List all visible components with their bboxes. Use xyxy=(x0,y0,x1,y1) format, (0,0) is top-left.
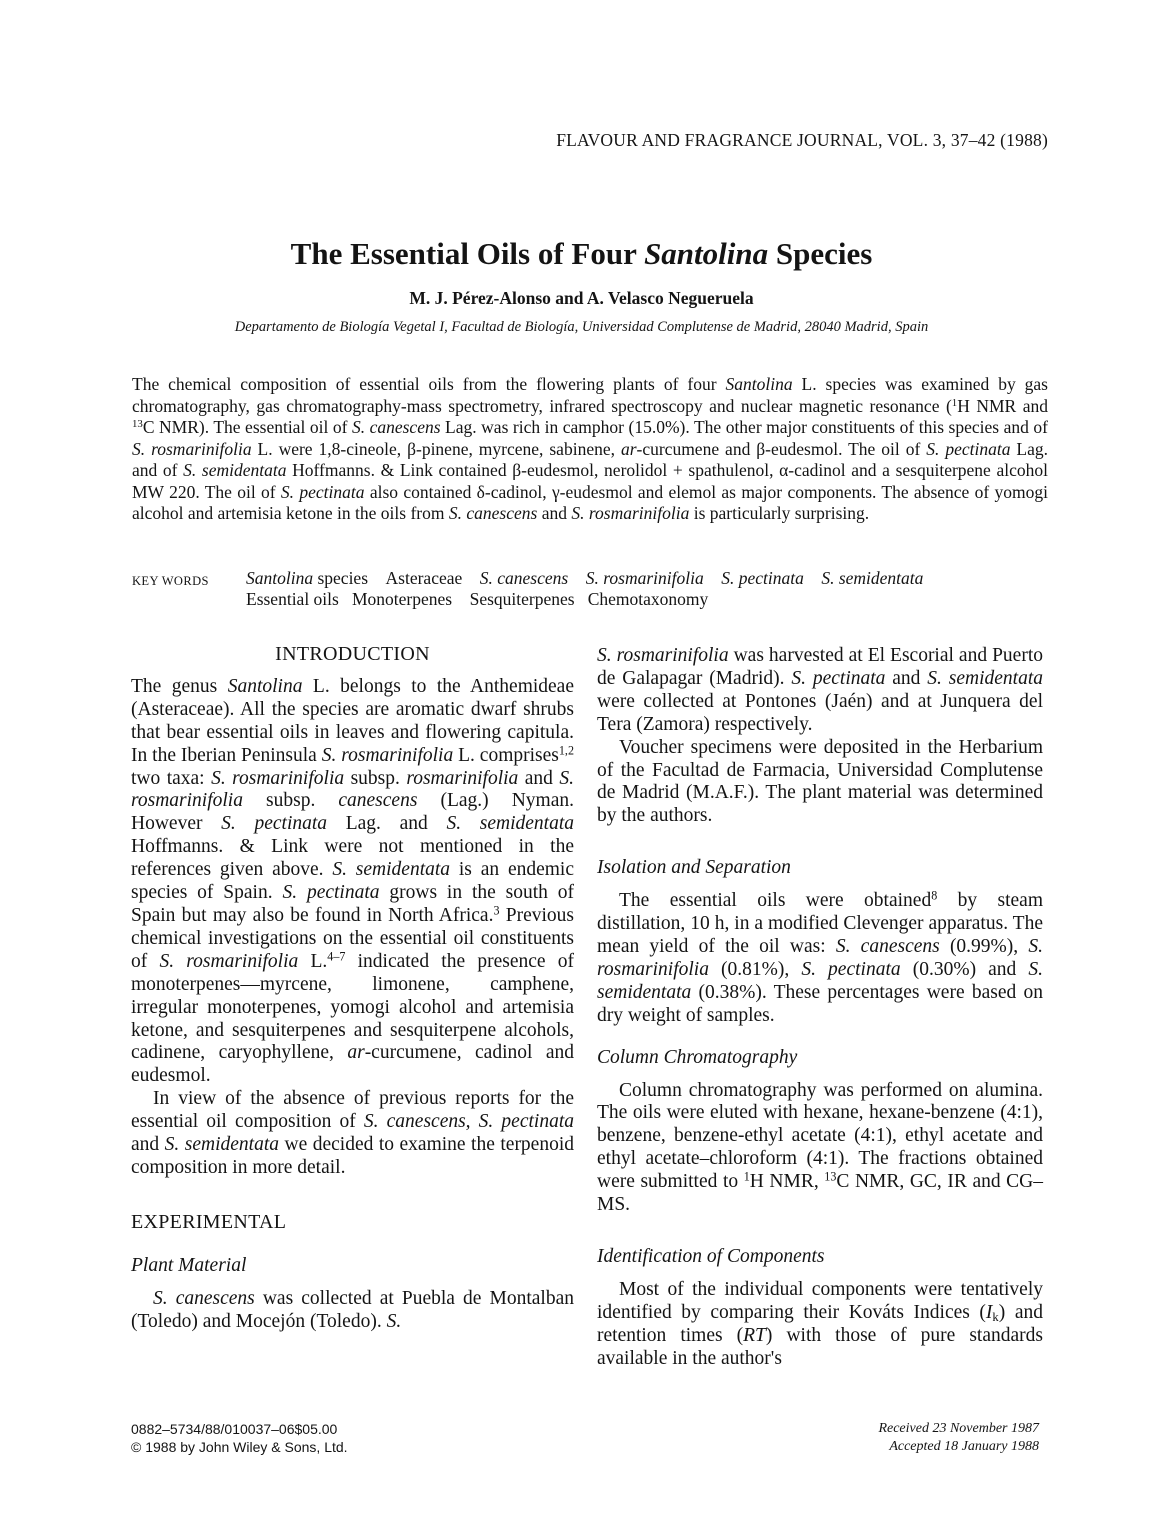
footer-dates xyxy=(878,1420,1039,1456)
keyword: Chemotaxonomy xyxy=(587,589,709,609)
authors: M. J. Pérez-Alonso and A. Velasco Negueruela xyxy=(409,288,754,308)
keywords xyxy=(132,568,923,610)
abstract: The chemical composition of essential oils from the flowering plants of four Santolina L. species was examined by gas chromatography, gas chromatography-mass spectrometry, infrared spectroscopy and nuclear magnetic resonance ($^1$H NMR and $^{13}$C NMR). The essential oil of S. canescens Lag. was rich in camphor (15.0%). The other major constituents of this species and of S. rosmarinifolia L. were 1,8-cineole, β-pinene, myrcene, sabinene, ar-curcumene and β-eudesmol. The oil of S. pectinata Lag. and of S. semidentata Hoffmanns. & Link contained β-eudesmol, nerolidol + spathulenol, α-cadinol and a sesquiterpene alcohol MW 220. The oil of S. pectinata also contained δ-cadinol, γ-eudesmol and elemol as major components. The absence of yomogi alcohol and artemisia ketone in the oils from S. canescens and S. rosmarinifolia is particularly surprising. xyxy=(132,374,1048,523)
article-code: 0882–5734/88/010037–06$05.00 xyxy=(131,1421,338,1437)
identification-heading: Identification of Components xyxy=(597,1245,825,1267)
left-column xyxy=(131,643,574,1333)
right-column xyxy=(597,645,1043,1370)
keyword: Essential oils xyxy=(246,589,339,609)
keyword: Asteraceae xyxy=(385,568,463,588)
isolation-paragraph: The essential oils were obtained$^8$ by steam distillation, 10 h, in a modified Clevenger apparatus. The mean yield of the oil was: S. canescens (0.99%), S. rosmarinifolia (0.81%), S. pectinata (0.30%) and S. semidentata (0.38%). These percentages were based on dry weight of samples. xyxy=(597,888,1043,1026)
title-text-2: Species xyxy=(768,236,873,271)
keyword: S. pectinata xyxy=(721,568,804,588)
experimental-heading: EXPERIMENTAL xyxy=(131,1210,287,1233)
title-genus: Santolina xyxy=(644,236,769,271)
accepted-date: Accepted 18 January 1988 xyxy=(889,1439,1039,1454)
intro-paragraph-2: In view of the absence of previous reports for the essential oil composition of S. canescens, S. pectinata and S. semidentata we decided to examine the terpenoid composition in more detail. xyxy=(131,1088,575,1178)
keyword: S. canescens xyxy=(479,568,569,588)
keyword: S. semidentata xyxy=(821,568,924,588)
split-word-start: S. xyxy=(386,1310,402,1332)
keyword: Santolina species xyxy=(246,568,369,588)
keyword: Sesquiterpenes xyxy=(469,589,575,609)
voucher-paragraph: Voucher specimens were deposited in the Herbarium of the Facultad de Farmacia, Universidad Complutense de Madrid (M.A.F.). The plant material was determined by the authors. xyxy=(597,736,1043,827)
title-text-1: The Essential Oils of Four xyxy=(290,236,645,271)
footer-publication-info xyxy=(131,1420,348,1456)
copyright: © 1988 by John Wiley & Sons, Ltd. xyxy=(131,1439,348,1455)
keyword: Monoterpenes xyxy=(351,589,453,609)
plant-material-paragraph-start: S. canescens was collected at Puebla de Montalban (Toledo) and Mocejón (Toledo). S. xyxy=(131,1287,574,1332)
plant-material-heading: Plant Material xyxy=(131,1254,247,1276)
introduction-heading: INTRODUCTION xyxy=(275,643,430,665)
received-date: Received 23 November 1987 xyxy=(878,1421,1039,1436)
affiliation: Departamento de Biología Vegetal I, Facultad de Biología, Universidad Complutense de Madrid, 28040 Madrid, Spain xyxy=(234,319,929,335)
keyword: S. rosmarinifolia xyxy=(585,568,704,588)
plant-material-paragraph-end: S. rosmarinifolia was harvested at El Escorial and Puerto de Galapagar (Madrid). S. pectinata and S. semidentata were collected at Pontones (Jaén) and at Junquera del Tera (Zamora) respectively. xyxy=(597,645,1043,735)
keywords-list xyxy=(246,568,923,610)
intro-paragraph-1: The genus Santolina L. belongs to the Anthemideae (Asteraceae). All the species are aromatic dwarf shrubs that bear essential oils in leaves and flowering capitula. In the Iberian Peninsula S. rosmarinifolia L. comprises$^{1,2}$ two taxa: S. rosmarinifolia subsp. rosmarinifolia and S. rosmarinifolia subsp. canescens (Lag.) Nyman. However S. pectinata Lag. and S. semidentata Hoffmanns. & Link were not mentioned in the references given above. S. semidentata is an endemic species of Spain. S. pectinata grows in the south of Spain but may also be found in North Africa.$^3$ Previous chemical investigations on the essential oil constituents of S. rosmarinifolia L.$^{4-7}$ indicated the presence of monoterpenes—myrcene, limonene, camphene, irregular monoterpenes, yomogi alcohol and artemisia ketone, and sesquiterpenes and sesquiterpene alcohols, cadinene, caryophyllene, ar-curcumene, cadinol and eudesmol. xyxy=(131,675,574,1087)
journal-header: FLAVOUR AND FRAGRANCE JOURNAL, VOL. 3, 37–42 (1988) xyxy=(556,130,1048,150)
paper-title xyxy=(0,236,1163,272)
column-chromatography-paragraph: Column chromatography was performed on alumina. The oils were eluted with hexane, hexane-benzene (4:1), benzene, benzene-ethyl acetate (4:1), ethyl acetate and ethyl acetate–chloroform (4:1). The fractions obtained were submitted to $^1$H NMR, $^{13}$C NMR, GC, IR and CG–MS. xyxy=(597,1079,1044,1216)
isolation-heading: Isolation and Separation xyxy=(597,857,791,879)
identification-paragraph: Most of the individual components were tentatively identified by comparing their Kováts Indices $(I_k)$ and retention times (RT) with those of pure standards available in the author's xyxy=(597,1278,1043,1369)
keywords-label: KEY WORDS xyxy=(132,574,209,588)
column-chromatography-heading: Column Chromatography xyxy=(597,1046,798,1068)
